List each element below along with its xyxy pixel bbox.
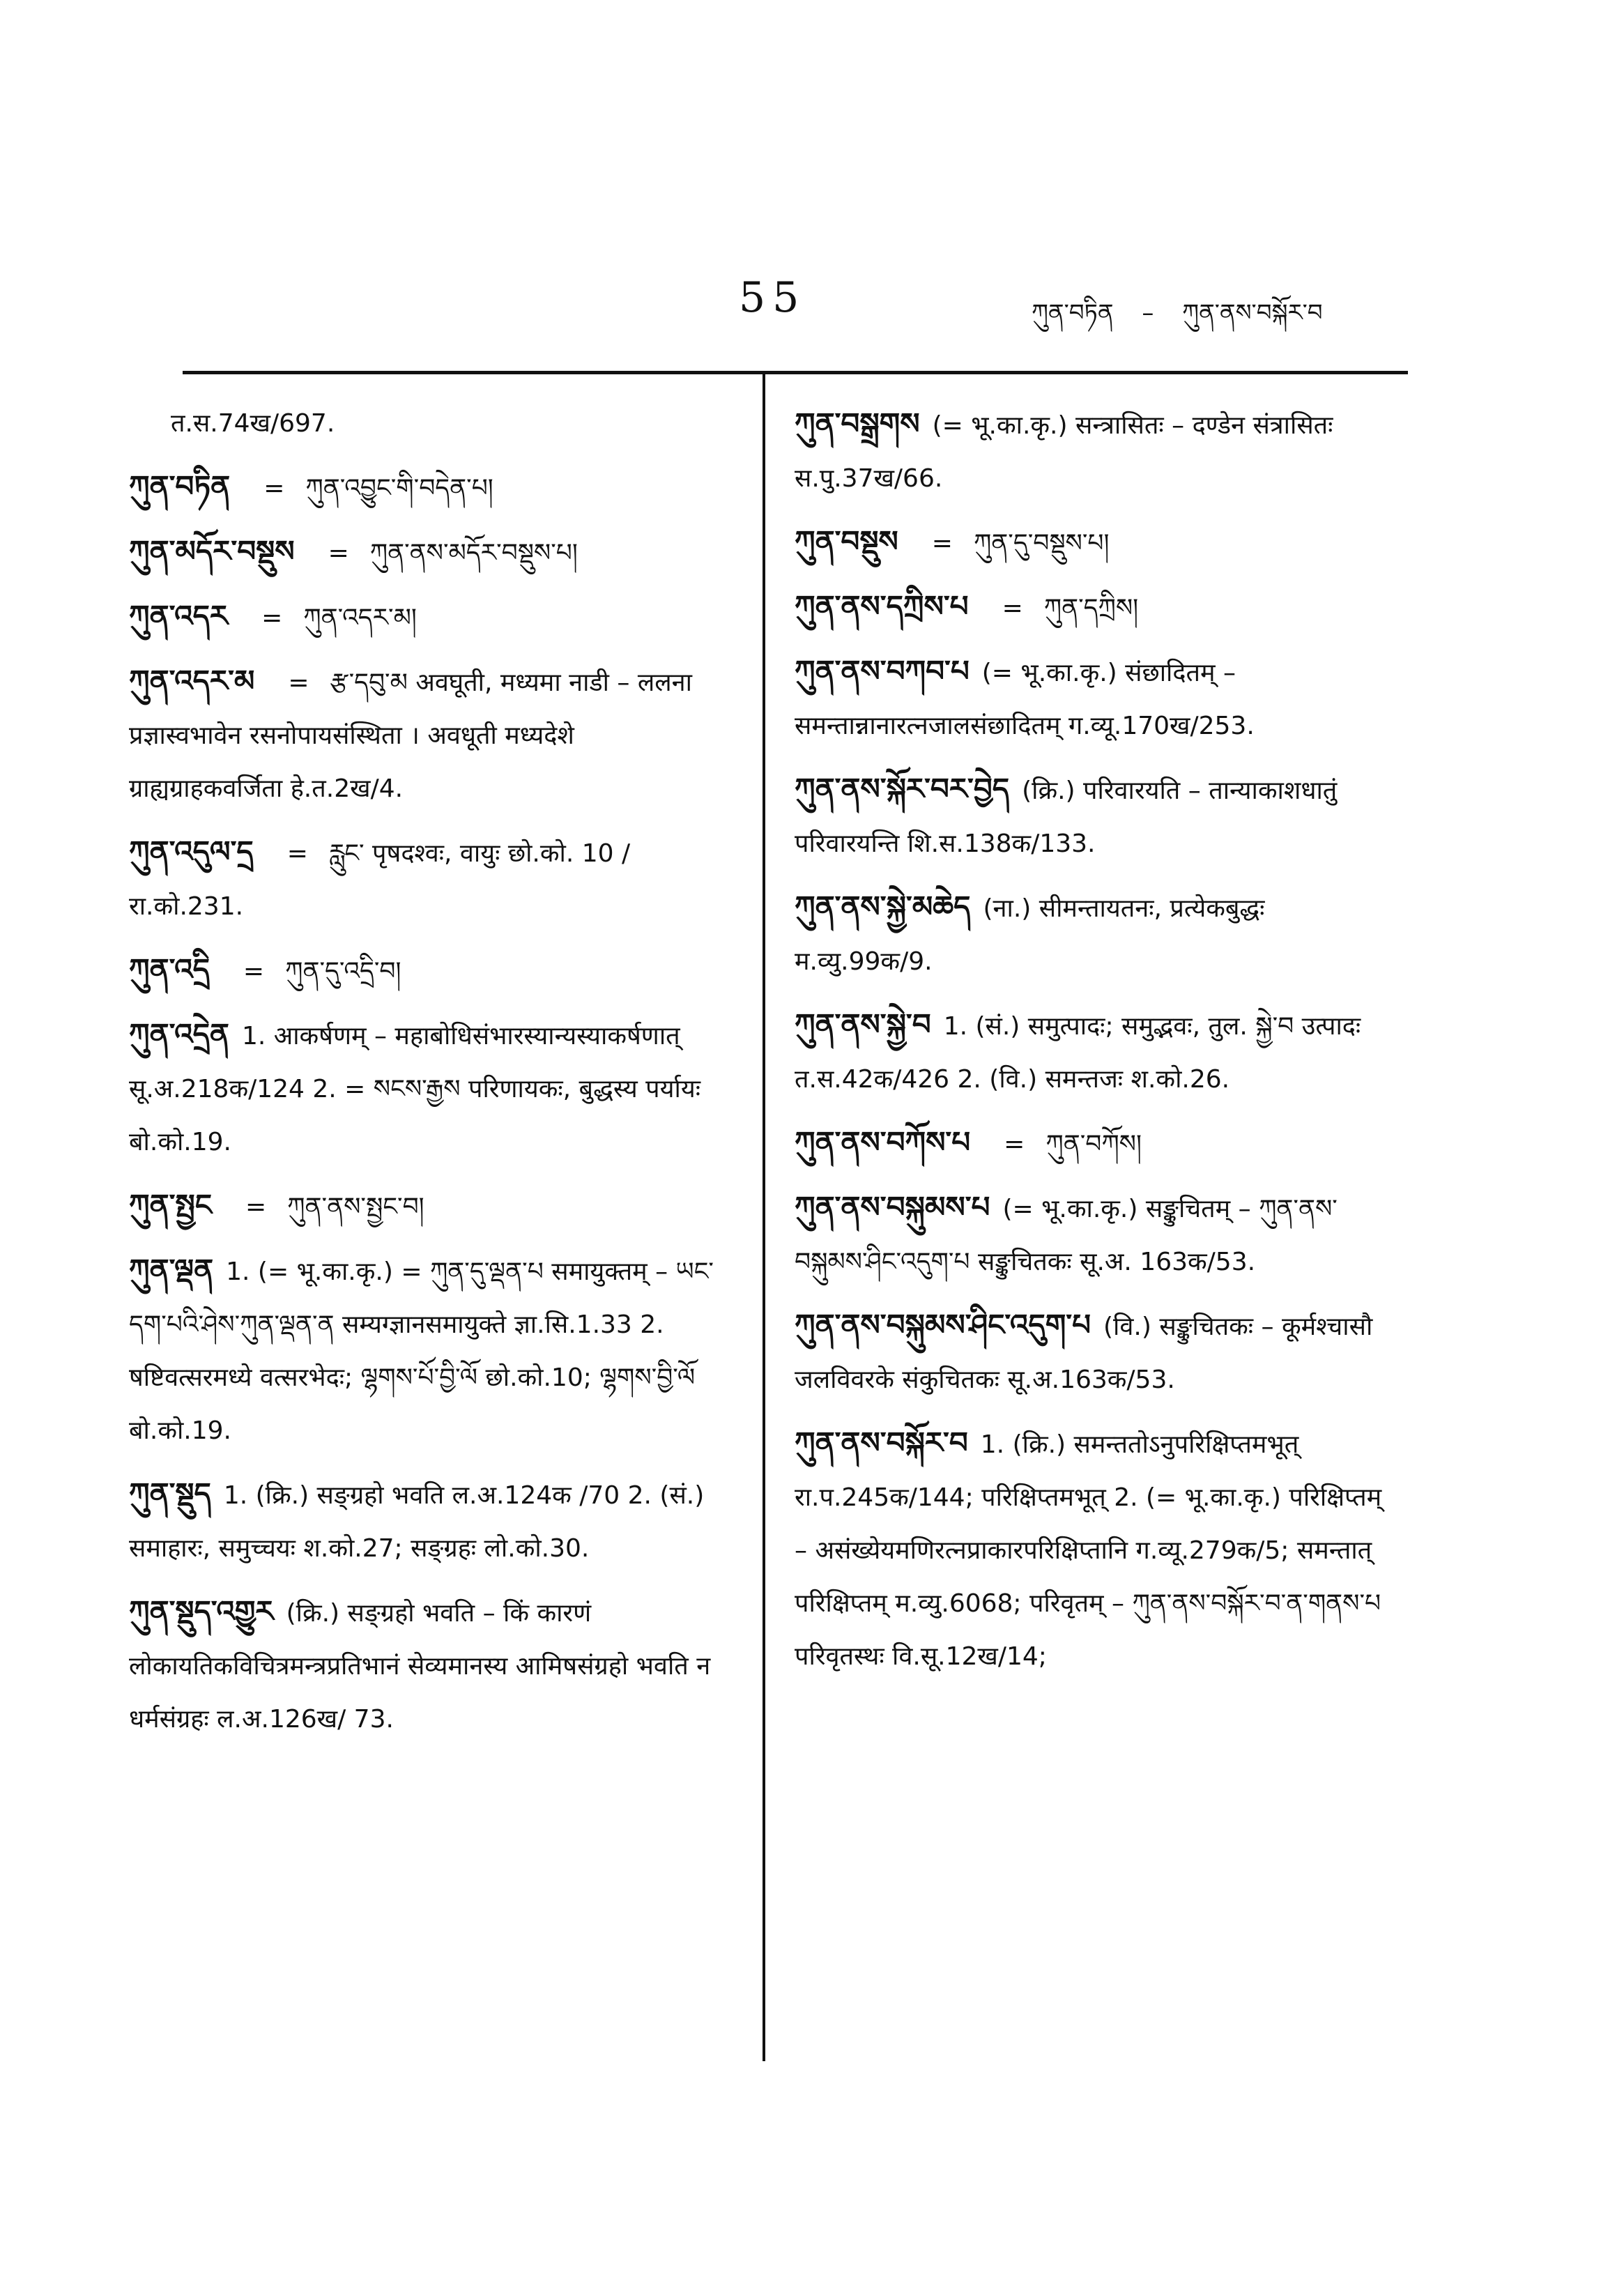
entry-definition: 1. आकर्षणम् – महाबोधिसंभारस्यान्यस्याकर्षणात् सू.अ.218क/124 2. = སངས་རྒྱས परिणायकः, बुद्धस्य पर्यायः बो.को.19. [129, 1022, 700, 1156]
entry-headword: ཀུན་བསྒྲགས [795, 406, 920, 441]
dictionary-entry [129, 1244, 728, 1458]
entry-definition: 1. (= भू.का.कृ.) = ཀུན་དུ་ལྡན་པ समायुक्तम् – ཡང་དག་པའི་ཤེས་ཀུན་ལྡན་ན सम्यग्ज्ञानसमायुक्ते ज्ञा.सि.1.33 2. षष्टिवत्सरमध्ये वत्सरभेदः; ལྷགས་པོ་བྱི་ལོ छो.को.10; ལྷགས་བྱི་ལོ बो.को.19. [129, 1257, 714, 1445]
dictionary-entry [795, 1181, 1401, 1289]
entry-definition: 1. (क्रि.) समन्ततोऽनुपरिक्षिप्तमभूत् रा.प.245क/144; परिक्षिप्तमभूत् 2. (= भू.का.कृ.) परिक्षिप्तम् – असंख्येयमणिरत्नप्राकारपरिक्षिप्तानि ग.व्यू.279क/5; समन्तात् परिक्षिप्तम् म.व्यु.6068; परिवृतम् – ཀུན་ནས་བསྐོར་བ་ན་གནས་པ परिवृतस्थः वि.सू.12ख/14; [795, 1430, 1382, 1671]
entry-equals: = [245, 1193, 267, 1221]
entry-headword: ཀུན་འདར [129, 599, 229, 633]
entry-headword: ཀུན་བསྡུས [795, 524, 898, 558]
dictionary-entry [129, 1008, 728, 1169]
entry-definition: (= भू.का.कृ.) संछादितम् – समन्तान्नानारत्नजालसंछादितम् ग.व्यू.170ख/253. [795, 659, 1255, 740]
entry-definition: ཀུན་འབྱུང་གི་བདེན་པ། [305, 474, 493, 503]
entry-headword: ཀུན་འདུལ་དྲ [129, 834, 254, 869]
entry-headword: ཀུན་ནས་བཀབ་པ [795, 654, 970, 688]
running-head-start: ཀུན་བཏིན [1032, 299, 1114, 327]
entry-headword: ཀུན་ནས་དཀྲིས་པ [795, 589, 969, 623]
dictionary-entry [795, 397, 1401, 505]
entry-headword: ཀུན་ནས་བསྐོར་བ [795, 1425, 968, 1460]
entry-headword: ཀུན་ནས་སྐྱེ་མཆེད [795, 889, 971, 924]
dictionary-entry [795, 645, 1401, 753]
entry-definition: ཀུན་དུ་འདྲི་བ། [285, 957, 401, 986]
entry-headword: ཀུན་འདྲི [129, 952, 210, 986]
dictionary-entry [795, 1116, 1401, 1171]
entry-equals: = [1002, 594, 1023, 622]
dictionary-entry [795, 763, 1401, 871]
entry-headword: ཀུན་སྡུད [129, 1476, 211, 1511]
entry-equals: = [931, 529, 953, 558]
dictionary-entry [129, 590, 728, 645]
entry-definition: ཀུན་བཀོས། [1045, 1130, 1142, 1159]
entry-equals: = [286, 839, 308, 868]
dictionary-entry [129, 825, 728, 933]
entry-equals: = [288, 668, 309, 697]
entry-headword: ཀུན་ནས་སྐྱེ་བ [795, 1007, 931, 1041]
page-number: 55 [739, 273, 806, 322]
entry-equals: = [243, 957, 265, 986]
running-head [1032, 286, 1323, 353]
entry-definition: (ना.) सीमन्तायतनः, प्रत्येकबुद्धः म.व्यु.99क/9. [795, 894, 1265, 976]
entry-definition: (क्रि.) परिवारयति – तान्याकाशधातुं परिवारयन्ति शि.स.138क/133. [795, 777, 1338, 858]
entry-headword: ཀུན་ནས་བསྐུམས་ཤིང་འདུག་པ [795, 1308, 1091, 1342]
dictionary-entry [795, 515, 1401, 570]
running-head-separator: – [1142, 299, 1154, 327]
entry-definition: རྩ་དབུ་མ अवघूती, मध्यमा नाडी – ललना प्रज्ञास्वभावेन रसनोपायसंस्थिता । अवधूती मध्यदेशे ग्राह्यग्राहकवर्जिता हे.त.2ख/4. [129, 668, 692, 803]
entry-headword: ཀུན་སྡུད་འགྱུར [129, 1594, 274, 1628]
header-rule [183, 371, 1408, 374]
entry-headword: ཀུན་ནས་བསྐུམས་པ [795, 1190, 990, 1224]
entry-headword: ཀུན་འདར་མ [129, 664, 255, 698]
dictionary-entry [129, 1179, 728, 1234]
entry-definition: (वि.) सङ्कुचितकः – कूर्मश्चासौ जलविवरके संकुचितकः सू.अ.163क/53. [795, 1313, 1373, 1394]
entry-definition: 1. (क्रि.) सङ्ग्रहो भवति ल.अ.124क /70 2. (सं.) समाहारः, समुच्चयः श.को.27; सङ्ग्रहः लो.को.30. [129, 1481, 705, 1563]
entry-equals: = [261, 604, 283, 632]
entry-equals: = [263, 474, 285, 503]
entry-equals: = [1004, 1130, 1025, 1159]
entry-headword: ཀུན་བཏིན [129, 469, 231, 503]
dictionary-entry [129, 525, 728, 580]
dictionary-entry [129, 1585, 728, 1746]
left-column [129, 397, 728, 1756]
dictionary-entry [129, 655, 728, 816]
entry-headword: ཀུན་འདྲེན [129, 1017, 229, 1051]
entry-definition: རླུང་ पृषदश्वः, वायुः छो.को. 10 / रा.को.231. [129, 839, 631, 921]
dictionary-entry [129, 1467, 728, 1575]
entry-definition: ཀུན་ནས་མདོར་བསྡུས་པ། [369, 539, 578, 567]
dictionary-entry [129, 397, 728, 450]
dictionary-entry [129, 943, 728, 998]
running-head-end: ཀུན་ནས་བསྐོར་བ [1182, 299, 1323, 327]
entry-definition: (= भू.का.कृ.) सन्त्रासितः – दण्डेन संत्रासितः स.पु.37ख/66. [795, 411, 1333, 493]
entry-definition: ཀུན་འདར་མ། [303, 604, 417, 632]
dictionary-entry [795, 580, 1401, 635]
entry-headword: ཀུན་ནས་བཀོས་པ [795, 1125, 971, 1159]
entry-equals: = [328, 539, 349, 567]
entry-definition: (= भू.का.कृ.) सङ्कुचितम् – ཀུན་ནས་བསྐུམས་ཤིང་འདུག་པ सङ्कुचितकः सू.अ. 163क/53. [795, 1195, 1338, 1276]
entry-definition: ཀུན་དཀྲིས། [1043, 594, 1139, 622]
dictionary-entry [795, 998, 1401, 1106]
entry-headword: ཀུན་ལྡན [129, 1253, 214, 1287]
entry-definition: 1. (सं.) समुत्पादः; समुद्भवः, तुल. སྐྱེ་བ उत्पादः त.स.42क/426 2. (वि.) समन्तजः श.को.26. [795, 1012, 1361, 1094]
dictionary-entry [795, 1299, 1401, 1407]
entry-headword: ཀུན་སྤྱང [129, 1188, 212, 1222]
entry-definition: (क्रि.) सङ्ग्रहो भवति – किं कारणं लोकायतिकविचित्रमन्त्रप्रतिभानं सेव्यमानस्य आमिषसंग्रहो भवति न धर्मसंग्रहः ल.अ.126ख/ 73. [129, 1599, 711, 1734]
column-divider [763, 374, 765, 2061]
dictionary-entry [795, 880, 1401, 988]
entry-definition: ཀུན་དུ་བསྡུས་པ། [973, 529, 1110, 558]
entry-headword: ཀུན་ནས་སྐོར་བར་བྱེད [795, 772, 1010, 806]
entry-headword: ཀུན་མདོར་བསྡུས [129, 534, 295, 568]
entry-definition: ཀུན་ནས་སྤྱང་བ། [287, 1193, 424, 1221]
right-column [795, 397, 1401, 1693]
entry-continuation: त.स.74ख/697. [171, 409, 335, 438]
dictionary-entry [129, 460, 728, 515]
dictionary-entry [795, 1416, 1401, 1683]
